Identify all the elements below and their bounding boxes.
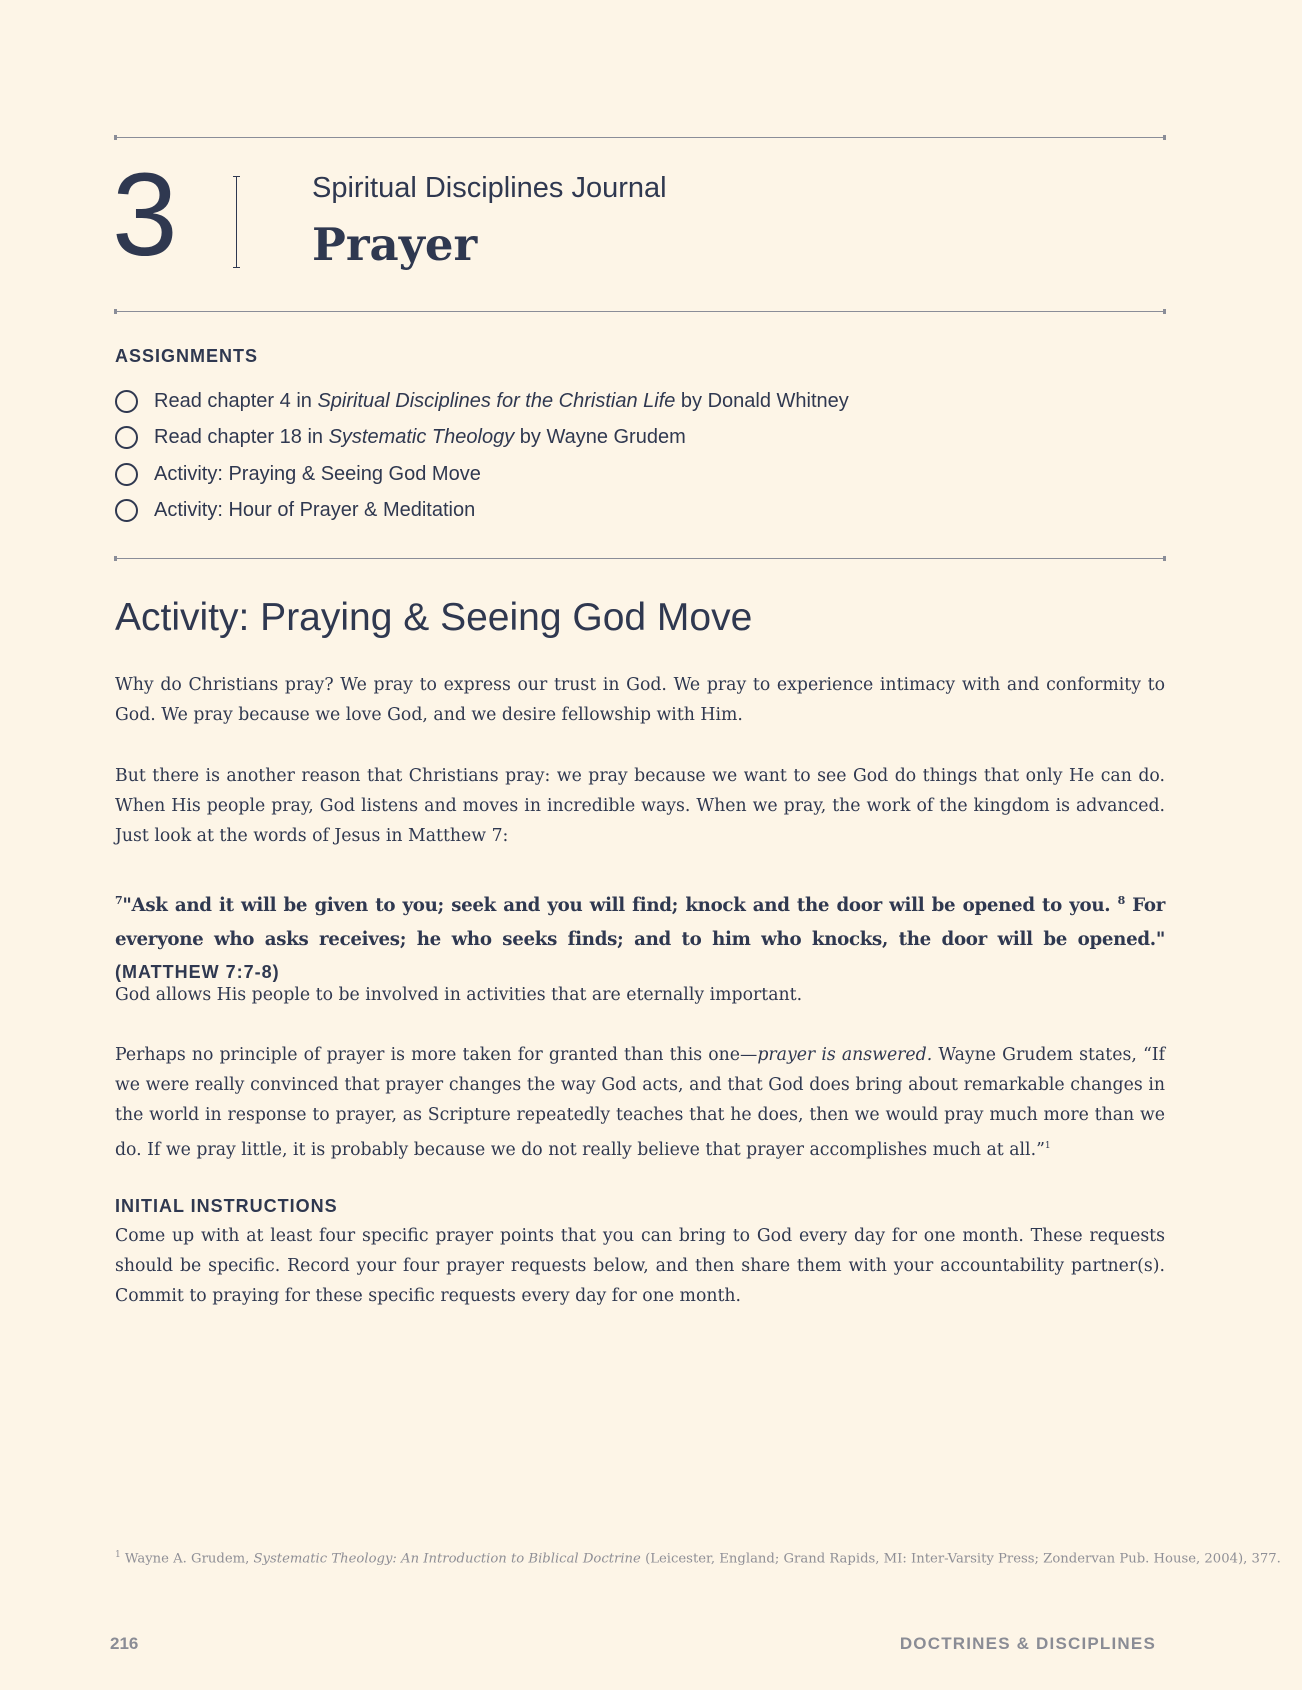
assignment-text: Read chapter 18 in Systematic Theology by Wayne Grudem [154, 426, 686, 449]
instructions-heading: INITIAL INSTRUCTIONS [115, 1196, 338, 1216]
assignments-list [115, 383, 849, 529]
page-number: 216 [110, 1634, 139, 1653]
assignment-item [115, 383, 849, 420]
chapter-title: Prayer [312, 218, 478, 271]
intro-paragraph: Why do Christians pray? We pray to express our trust in God. We pray to experience intimacy with and conformity to God. We pray because we love God, and we desire fellowship with Him. [115, 675, 1165, 726]
verse-number: 8 [1117, 894, 1125, 907]
chapter-number: 3 [112, 149, 178, 281]
instructions-paragraph: Come up with at least four specific prayer points that you can bring to God every day for one month. These requests should be specific. Record your four prayer requests below, and then share them with your accountability partner(s). Commit to praying for these specific requests every day for one month. [115, 1226, 1165, 1307]
checkbox-circle[interactable] [115, 390, 138, 413]
activity-title: Activity: Praying & Seeing God Move [115, 596, 753, 639]
assignment-item [115, 420, 849, 457]
checkbox-circle[interactable] [115, 499, 138, 522]
verse-number: 7 [115, 894, 123, 907]
grudem-paragraph: Perhaps no principle of prayer is more taken for granted than this one—prayer is answered. Wayne Grudem states, “If we were really convinced that prayer changes the way God acts, and that God does bring about remarkable changes in the world in response to prayer, as Scripture repeatedly teaches that he does, then we would pray much more than we do. If we pray little, it is probably because we do not really believe that prayer accomplishes much at all.”$^1$ [115, 1045, 1166, 1160]
checkbox-circle[interactable] [115, 463, 138, 486]
reason-paragraph: But there is another reason that Christians pray: we pray because we want to see God do things that only He can do. When His people pray, God listens and moves in incredible ways. When we pray, the work of the kingdom is advanced. Just look at the words of Jesus in Matthew 7: [115, 766, 1165, 847]
top-rule [115, 137, 1165, 138]
assignment-text: Activity: Praying & Seeing God Move [154, 462, 481, 485]
footnote-marker[interactable]: 1 [1044, 1140, 1051, 1151]
involvement-paragraph: God allows His people to be involved in activities that are eternally important. [115, 985, 803, 1005]
journal-title: Spiritual Disciplines Journal [312, 172, 667, 204]
header-bottom-rule [115, 311, 1165, 312]
assignments-heading: ASSIGNMENTS [115, 346, 259, 366]
header-divider [236, 176, 237, 268]
assignment-item [115, 456, 849, 493]
assignment-text: Activity: Hour of Prayer & Meditation [154, 499, 476, 522]
scripture-reference: (MATTHEW 7:7-8) [115, 962, 280, 983]
assignment-item [115, 493, 849, 530]
footnote: $^1$ Wayne A. Grudem, Systematic Theology: An Introduction to Biblical Doctrine (Leicester, England; Grand Rapids, MI: Inter-Varsity Press; Zondervan Pub. House, 2004), 377. [115, 1550, 1281, 1567]
running-footer-title: DOCTRINES & DISCIPLINES [899, 1634, 1156, 1653]
assignment-text: Read chapter 4 in Spiritual Disciplines for the Christian Life by Donald Whitney [154, 389, 849, 412]
checkbox-circle[interactable] [115, 426, 138, 449]
assignments-bottom-rule [115, 558, 1165, 559]
scripture-quote: $^7$"Ask and it will be given to you; seek and you will find; knock and the door will be opened to you. $^8$ For everyone who asks receives; he who seeks finds; and to him who knocks, the door will be opened." (MATTHEW 7:7-8) [115, 894, 1166, 983]
